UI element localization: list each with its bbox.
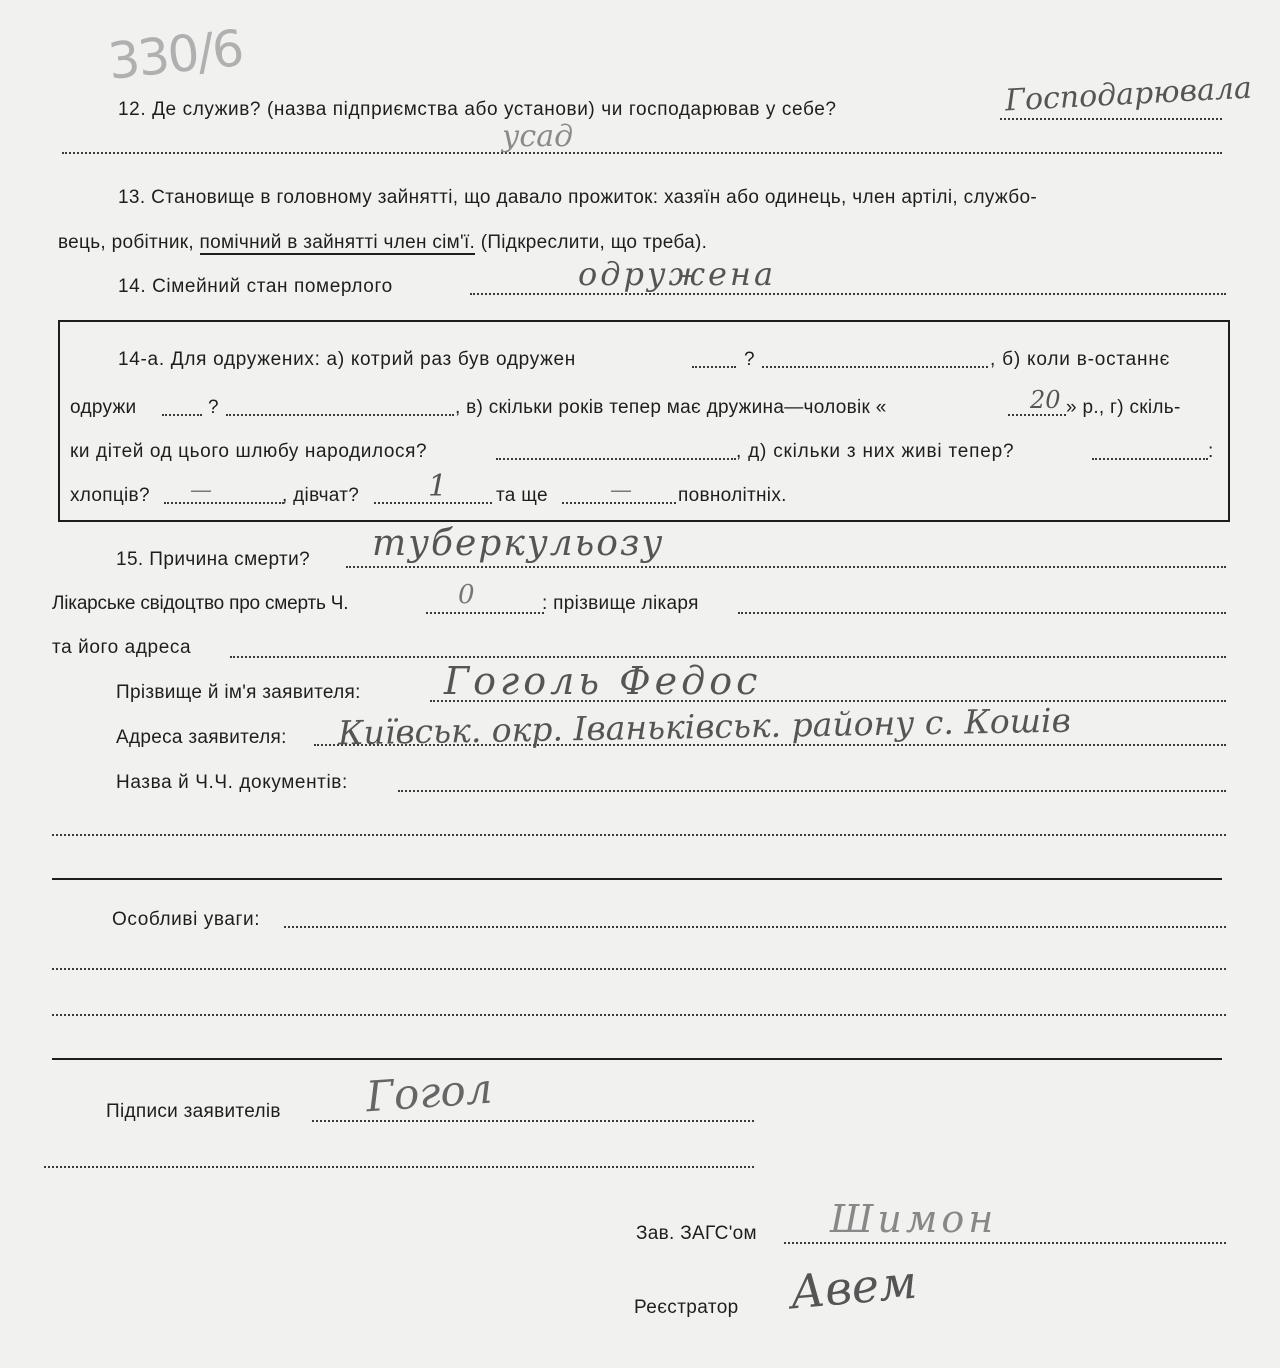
q14a-boys-label: хлопців? [70, 485, 150, 506]
documents-line [398, 790, 1226, 792]
q14a-line-1: 14-а. Для одружених: а) котрий раз був одружен [118, 349, 576, 370]
q14a-boys-line [164, 502, 284, 504]
signatures-answer: Гогол [364, 1063, 494, 1122]
q14a-girls-label: , дівчат? [282, 485, 360, 506]
doctor-address-line [230, 656, 1226, 658]
remarks-line-2 [52, 968, 1226, 970]
q14-label: 14. Сімейний стан померлого [118, 276, 393, 297]
doctor-address-label: та його адреса [52, 637, 192, 658]
registrar-signature: Авем [787, 1254, 920, 1320]
q14a-times-married-line [692, 366, 736, 368]
q12-label: 12. Де служив? (назва підприємства або установи) чи господарював у себе? [118, 99, 837, 120]
documents-label: Назва й Ч.Ч. документів: [116, 772, 348, 793]
q14a-last-married-line-2 [226, 414, 454, 416]
q13-line-2-suffix: (Підкреслити, що треба). [480, 232, 708, 253]
q12-answer: Господарювала [1004, 70, 1253, 119]
q14a-line-3-b: , д) скільки з них живі тепер? [736, 441, 1015, 462]
q13-selected-option: помічний в зайнятті член сім'ї. [199, 232, 476, 253]
applicant-name-answer: Гоголь Федос [444, 659, 762, 703]
q14a-q-mark-1: ? [744, 349, 755, 370]
applicant-address-answer: Київськ. окр. Іваньківськ. району с. Кошів [337, 700, 1072, 753]
q14a-girls-answer: 1 [428, 469, 448, 504]
archive-number: 330/6 [105, 19, 245, 91]
applicant-name-label: Прізвище й ім'я заявителя: [116, 682, 361, 703]
q14a-last-married-line [162, 414, 202, 416]
q14a-q-mark-2: ? [208, 397, 219, 418]
zags-head-line [784, 1242, 1226, 1244]
q14a-line-2-a: одружи [70, 397, 137, 418]
zags-head-label: Зав. ЗАГС'ом [636, 1223, 757, 1244]
remarks-line-3 [52, 1014, 1226, 1016]
q13-line-1: 13. Становище в головному зайнятті, що давало прожиток: хазяїн або одинець, член артілі, службо- [118, 187, 1038, 208]
documents-divider [52, 878, 1222, 880]
q15-answer-line [346, 566, 1226, 568]
q14a-line-2-c: » р., г) скіль- [1066, 397, 1181, 418]
q14a-boys-dash: — [190, 478, 212, 503]
zags-head-signature: Шимон [830, 1197, 998, 1241]
q14a-more-dash: — [610, 478, 632, 503]
medical-doctor-label: : прізвище лікаря [542, 593, 699, 614]
q15-answer: туберкульозу [372, 523, 665, 564]
applicant-address-label: Адреса заявителя: [116, 727, 287, 748]
q14a-times-married-line-2 [762, 366, 988, 368]
q12-answer-2: усад [502, 119, 574, 154]
q14a-line-3-c: : [1208, 441, 1214, 462]
q14a-children-alive-line [1092, 458, 1208, 460]
registrar-label: Реєстратор [634, 1297, 739, 1318]
q14a-line-3-a: ки дітей од цього шлюбу народилося? [70, 441, 428, 462]
q14a-line-2-b: , в) скільки років тепер має дружина—чоловік « [455, 397, 887, 418]
q13-line-2-prefix: вець, робітник, [58, 232, 194, 253]
doctor-name-line [738, 612, 1226, 614]
q14a-minors-label: повнолітніх. [678, 485, 787, 506]
medical-answer: 0 [458, 580, 475, 610]
remarks-divider [52, 1058, 1222, 1060]
q14a-age-line [1008, 414, 1066, 416]
q14a-age-answer: 20 [1030, 386, 1061, 414]
q14-answer: одружена [578, 255, 777, 293]
q14-answer-line [470, 293, 1226, 295]
q14a-more-label: та ще [496, 485, 548, 506]
q12-answer-line [1000, 118, 1222, 120]
q14a-children-born-line [496, 458, 736, 460]
q15-label: 15. Причина смерти? [116, 549, 311, 570]
q14a-line-1-b: , б) коли в-останнє [990, 349, 1171, 370]
documents-line-2 [52, 834, 1226, 836]
remarks-line-1 [284, 926, 1226, 928]
medical-number-line [426, 612, 544, 614]
remarks-label: Особливі уваги: [112, 909, 261, 930]
q12-answer-line-2 [62, 152, 1222, 154]
signatures-label: Підписи заявителів [106, 1101, 281, 1122]
signatures-line-2 [44, 1166, 754, 1168]
q13-line-2 [58, 231, 707, 255]
medical-label: Лікарське свідоцтво про смерть Ч. [52, 593, 349, 614]
